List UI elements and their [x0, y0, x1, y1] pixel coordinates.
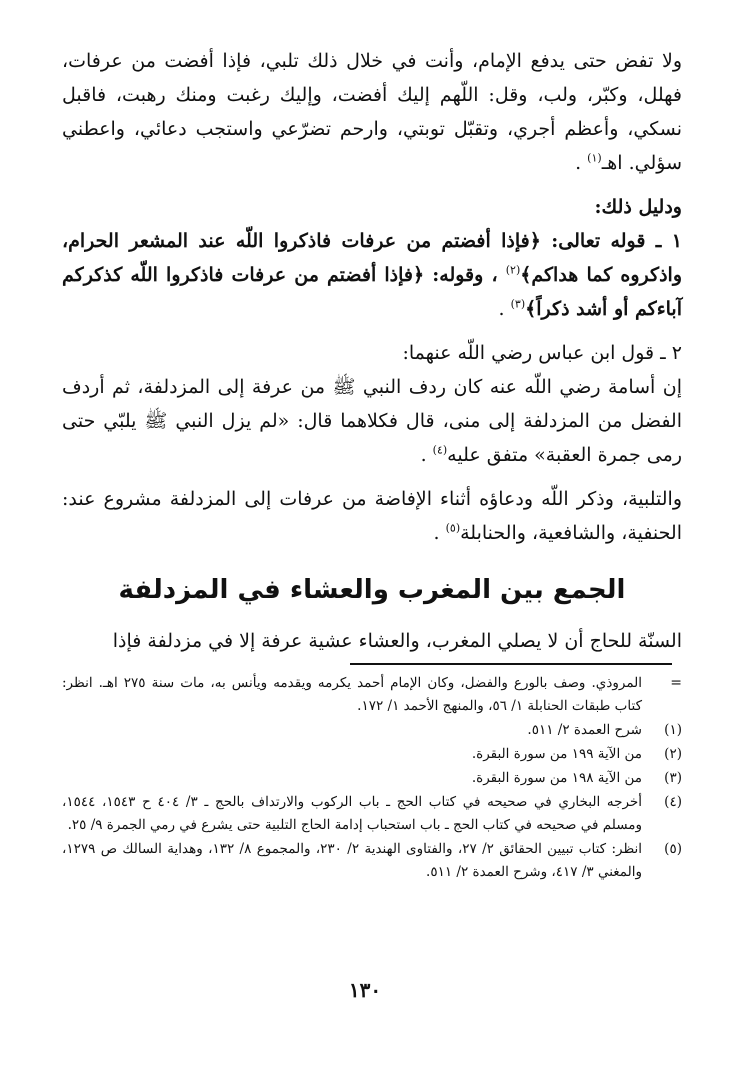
- talbiya-text: والتلبية، وذكر اللّه ودعاؤه أثناء الإفاضة من عرفات إلى المزدلفة مشروع عند: الحنفية، والشافعية، والحنابلة: [62, 488, 682, 544]
- footnote-number: (١): [664, 722, 682, 738]
- footnote-ref-3[interactable]: (٣): [510, 297, 526, 311]
- footnote-text: من الآية ١٩٨ من سورة البقرة.: [471, 770, 642, 786]
- evidence-item-1: [62, 224, 682, 326]
- footnote-ref-5[interactable]: (٥): [445, 521, 461, 535]
- footnote-ref-2[interactable]: (٢): [505, 263, 521, 277]
- footnote-number: (٣): [664, 770, 682, 786]
- footnote-text: انظر: كتاب تبيين الحقائق ٢/ ٢٧، والفتاوى الهندية ٢/ ٢٣٠، والمجموع ٨/ ١٣٢، وهداية السالك ص ١٢٧٩، والمغني ٣/ ٤١٧، وشرح العمدة ٢/ ٥١١.: [62, 841, 643, 880]
- footnote-ref-1[interactable]: (١): [587, 151, 602, 165]
- talbiya-paragraph: [62, 482, 682, 550]
- footnote-ref-4[interactable]: (٤): [432, 443, 448, 457]
- footnote-text: المروذي. وصف بالورع والفضل، وكان الإمام أحمد يكرمه ويقدمه ويأنس به، مات سنة ٢٧٥ اهـ. انظر: كتاب طبقات الحنابلة ١/ ٥٦، والمنهج الأحمد ١/ ١٧٢.: [62, 675, 642, 714]
- paragraph-intro-text: ولا تفض حتى يدفع الإمام، وأنت في خلال ذلك تلبي، فإذا أفضت من عرفات، فهلل، وكبّر، ولب، وقل: اللّهم إليك أفضت، وإليك رغبت ومنك رهبت، فاقبل نسكي، وأعظم أجري، وتقبّل توبتي، وارحم تضرّعي واستجب دعائي، واعطني سؤلي. اهـ: [62, 50, 682, 174]
- section-heading: الجمع بين المغرب والعشاء في المزدلفة: [118, 575, 626, 605]
- footnote-3: [62, 767, 682, 790]
- footnotes: [62, 672, 682, 885]
- evidence-item-1-text-a: ١ ـ قوله تعالى: ﴿فإذا أفضتم من عرفات فاذكروا اللّه عند المشعر الحرام، واذكروه كما هداكم﴾: [62, 230, 682, 286]
- punctuation: .: [433, 522, 446, 544]
- punctuation: .: [498, 298, 511, 320]
- footnote-5: [62, 838, 682, 884]
- footnote-2: [62, 743, 682, 766]
- paragraph-intro: [62, 44, 682, 180]
- punctuation: .: [575, 152, 588, 174]
- sunna-paragraph: السنّة للحاج أن لا يصلي المغرب، والعشاء عشية عرفة إلا في مزدلفة فإذا: [112, 630, 682, 652]
- footnote-continued: [62, 672, 682, 718]
- footnote-text: من الآية ١٩٩ من سورة البقرة.: [471, 746, 642, 762]
- page-number: ١٣٠: [348, 978, 382, 1002]
- hadith-text: إن أسامة رضي اللّه عنه كان ردف النبي ﷺ من عرفة إلى المزدلفة، ثم أردف الفضل من المزدلفة إلى منى، قال فكلاهما قال: «لم يزل النبي ﷺ يلبّي حتى رمى جمرة العقبة» متفق عليه: [62, 376, 682, 466]
- hadith-paragraph: [62, 370, 682, 472]
- footnote-text: أخرجه البخاري في صحيحه في كتاب الحج ـ باب الركوب والارتداف بالحج ـ ٣/ ٤٠٤ ح ١٥٤٣، ١٥٤٤، ومسلم في صحيحه في كتاب الحج ـ باب استحباب إدامة الحاج التلبية حتى يشرع في رمي الجمرة ٩/ ٢٥.: [62, 794, 642, 833]
- footnote-4: [62, 791, 682, 837]
- evidence-item-1-text-b: ، وقوله: ﴿فإذا أفضتم من عرفات فاذكروا اللّه كذكركم آباءكم أو أشد ذكراً﴾: [62, 264, 682, 320]
- punctuation: .: [420, 444, 433, 466]
- footnote-number: (٤): [664, 794, 682, 810]
- footnote-number: =: [670, 675, 682, 691]
- footnote-number: (٢): [664, 746, 682, 762]
- page-body: [62, 44, 682, 658]
- footnote-number: (٥): [664, 841, 682, 857]
- evidence-item-2-title: ٢ ـ قول ابن عباس رضي اللّه عنهما:: [402, 342, 682, 364]
- footnote-divider: [350, 663, 672, 665]
- footnote-text: شرح العمدة ٢/ ٥١١.: [527, 722, 642, 738]
- evidence-title: ودليل ذلك:: [594, 196, 682, 218]
- footnote-1: [62, 719, 682, 742]
